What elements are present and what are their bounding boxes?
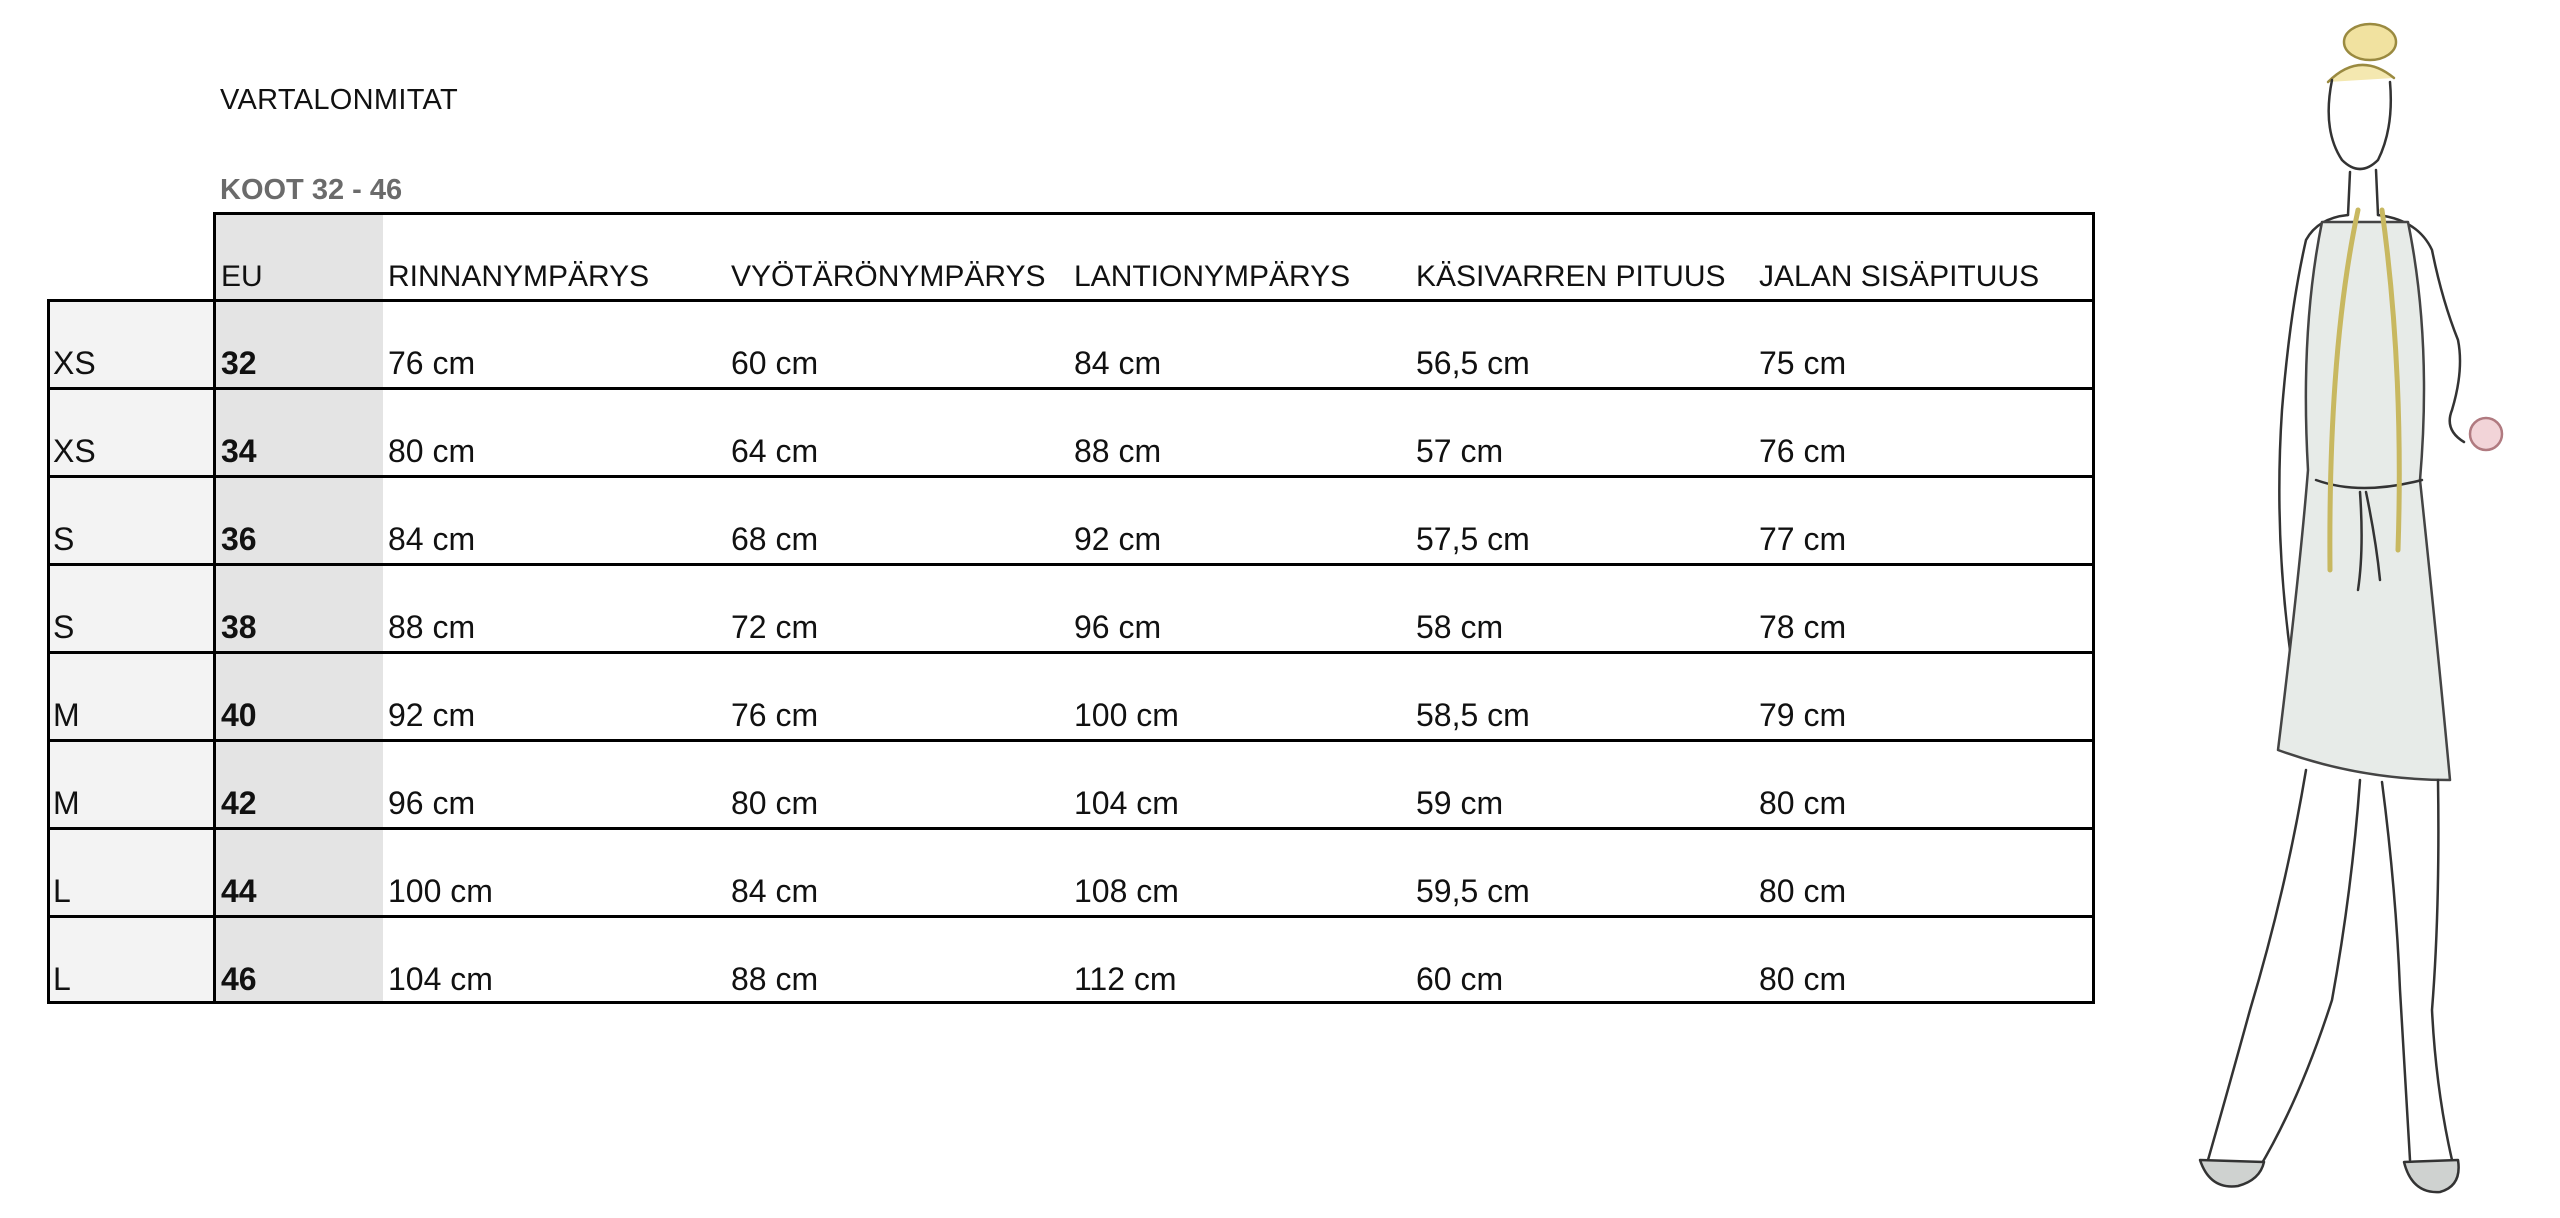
eu-size: 40 <box>221 697 257 733</box>
chest-value: 104 cm <box>388 961 493 997</box>
table-row <box>47 300 2095 388</box>
column-header-waist: VYÖTÄRÖNYMPÄRYS <box>731 260 1046 293</box>
row-divider <box>47 387 2095 390</box>
row-divider <box>47 475 2095 478</box>
waist-value: 72 cm <box>731 609 819 645</box>
arm-length-value: 56,5 cm <box>1416 345 1530 381</box>
eu-size: 46 <box>221 961 257 997</box>
table-row <box>47 388 2095 476</box>
row-divider <box>47 739 2095 742</box>
inseam-value: 80 cm <box>1759 785 1847 821</box>
hip-value: 92 cm <box>1074 521 1162 557</box>
letter-size: S <box>53 609 75 645</box>
hip-value: 100 cm <box>1074 697 1179 733</box>
letter-size: S <box>53 521 75 557</box>
row-divider <box>47 563 2095 566</box>
inseam-value: 78 cm <box>1759 609 1847 645</box>
table-border-top <box>213 212 2095 215</box>
column-header-chest: RINNANYMPÄRYS <box>388 260 650 293</box>
waist-value: 64 cm <box>731 433 819 469</box>
column-header-inseam: JALAN SISÄPITUUS <box>1759 260 2040 293</box>
inseam-value: 80 cm <box>1759 961 1847 997</box>
waist-value: 68 cm <box>731 521 819 557</box>
eu-size: 36 <box>221 521 257 557</box>
column-header-arm-length: KÄSIVARREN PITUUS <box>1416 260 1726 293</box>
hip-value: 108 cm <box>1074 873 1179 909</box>
table-row <box>47 740 2095 828</box>
table-border-eu-left <box>213 212 216 1004</box>
hip-value: 104 cm <box>1074 785 1179 821</box>
chest-value: 88 cm <box>388 609 476 645</box>
chest-value: 96 cm <box>388 785 476 821</box>
waist-value: 84 cm <box>731 873 819 909</box>
letter-size: M <box>53 785 80 821</box>
chest-value: 84 cm <box>388 521 476 557</box>
waist-value: 76 cm <box>731 697 819 733</box>
chest-value: 92 cm <box>388 697 476 733</box>
eu-size: 38 <box>221 609 257 645</box>
chest-value: 80 cm <box>388 433 476 469</box>
column-header-hip: LANTIONYMPÄRYS <box>1074 260 1351 293</box>
size-range-label: KOOT 32 - 46 <box>220 174 403 206</box>
chest-value: 100 cm <box>388 873 493 909</box>
letter-size: L <box>53 873 71 909</box>
arm-length-value: 60 cm <box>1416 961 1504 997</box>
inseam-value: 75 cm <box>1759 345 1847 381</box>
arm-length-value: 59 cm <box>1416 785 1504 821</box>
table-border-bottom <box>47 1001 2095 1004</box>
arm-length-value: 57 cm <box>1416 433 1504 469</box>
inseam-value: 79 cm <box>1759 697 1847 733</box>
page-title: VARTALONMITAT <box>220 84 459 116</box>
letter-size: L <box>53 961 71 997</box>
letter-size: XS <box>53 433 96 469</box>
size-table <box>47 212 2095 1004</box>
hip-value: 84 cm <box>1074 345 1162 381</box>
table-row <box>47 564 2095 652</box>
eu-size: 44 <box>221 873 257 909</box>
letter-size: XS <box>53 345 96 381</box>
eu-size: 32 <box>221 345 257 381</box>
fashion-illustration <box>2060 10 2560 1210</box>
hip-value: 96 cm <box>1074 609 1162 645</box>
eu-size: 42 <box>221 785 257 821</box>
arm-length-value: 59,5 cm <box>1416 873 1530 909</box>
waist-value: 60 cm <box>731 345 819 381</box>
arm-length-value: 57,5 cm <box>1416 521 1530 557</box>
arm-length-value: 58,5 cm <box>1416 697 1530 733</box>
table-row <box>47 916 2095 1004</box>
waist-value: 88 cm <box>731 961 819 997</box>
inseam-value: 77 cm <box>1759 521 1847 557</box>
letter-size: M <box>53 697 80 733</box>
row-divider <box>47 651 2095 654</box>
hip-value: 88 cm <box>1074 433 1162 469</box>
arm-length-value: 58 cm <box>1416 609 1504 645</box>
row-divider <box>47 827 2095 830</box>
hip-value: 112 cm <box>1074 961 1177 997</box>
waist-value: 80 cm <box>731 785 819 821</box>
chest-value: 76 cm <box>388 345 476 381</box>
inseam-value: 80 cm <box>1759 873 1847 909</box>
eu-size: 34 <box>221 433 257 469</box>
column-header-eu: EU <box>221 260 263 293</box>
table-header-row <box>47 212 2095 300</box>
row-divider <box>47 915 2095 918</box>
table-row <box>47 652 2095 740</box>
table-row <box>47 476 2095 564</box>
inseam-value: 76 cm <box>1759 433 1847 469</box>
table-row <box>47 828 2095 916</box>
row-divider <box>47 299 2095 302</box>
